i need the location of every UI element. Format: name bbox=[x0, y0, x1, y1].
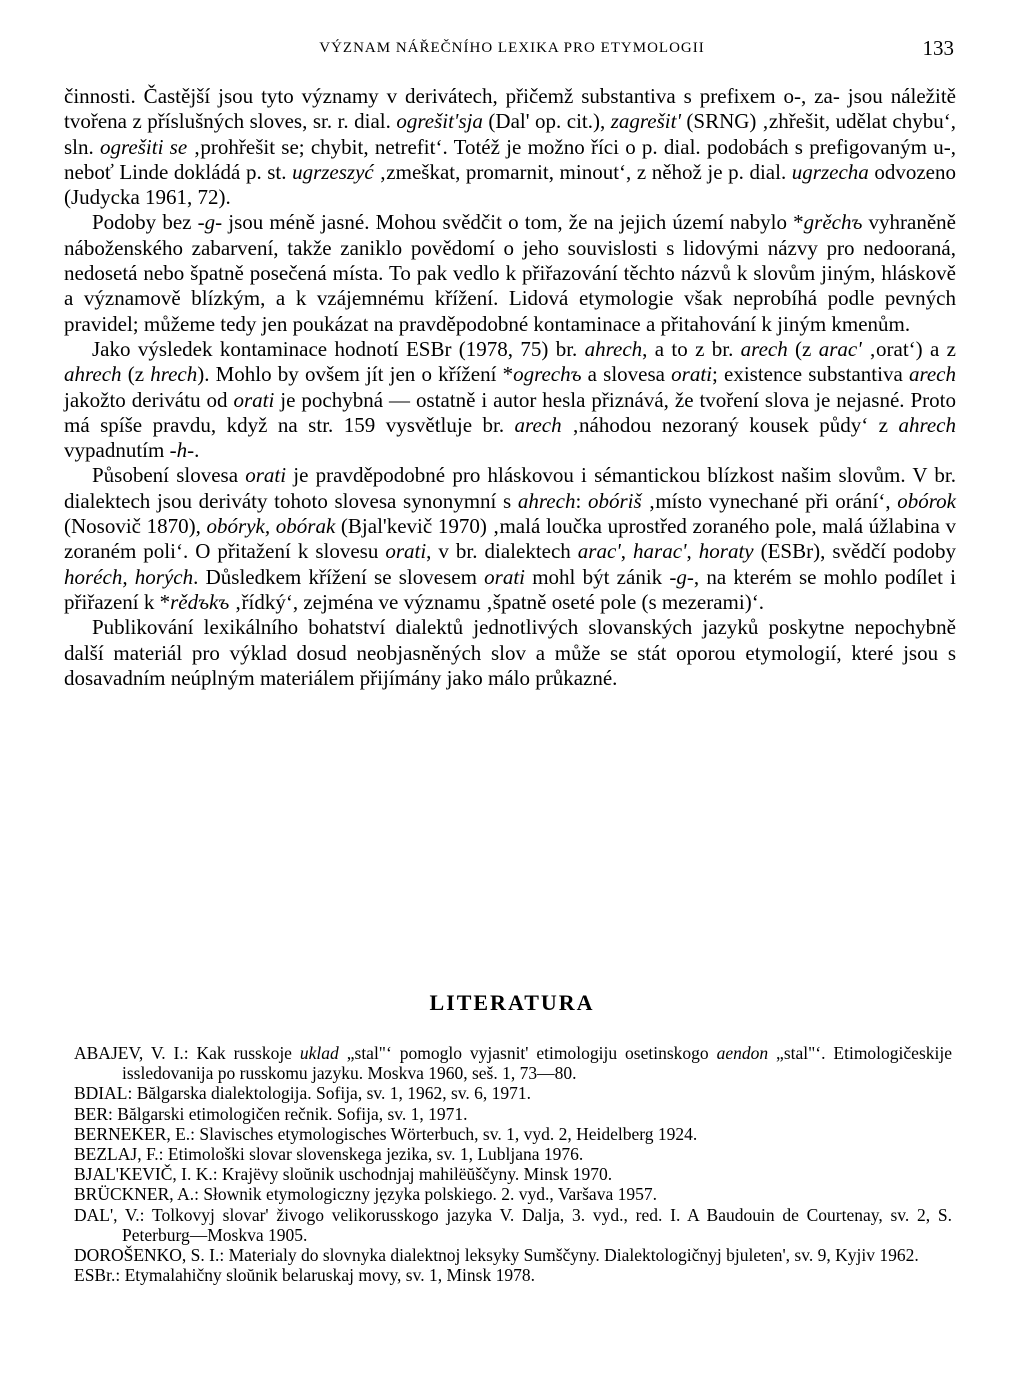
reference-list bbox=[74, 1043, 952, 1285]
reference-bruckner: BRÜCKNER, A.: Słownik etymologiczny języka polskiego. 2. vyd., Varšava 1957. bbox=[74, 1184, 657, 1205]
paragraph-1: činnosti. Častější jsou tyto významy v derivátech, přičemž substantiva s prefixem o-, za- jsou náležitě tvořena z příslušných sloves, sr. r. dial. ogrešit'sja (Dal' op. cit.), zagrešit' (SRNG) ‚zhřešit, udělat chybu‘, sln. ogrešiti se ‚prohřešit se; chybit, netrefit‘. Totéž je možno říci o p. dial. podobách s prefigovaným u-, neboť Linde dokládá p. st. ugrzeszyć ‚zmeškat, promarnit, minout‘, z něhož je p. dial. ugrzecha odvozeno (Judycka 1961, 72). bbox=[64, 84, 957, 210]
reference-dal: DAL', V.: Tolkovyj slovar' živogo velikorusskogo jazyka V. Dalja, 3. vyd., red. I. A Baudouin de Courtenay, sv. 2, S. Peterburg—Moskva 1905. bbox=[74, 1204, 952, 1245]
paragraph-3: Jako výsledek kontaminace hodnotí ESBr (1978, 75) br. ahrech, a to z br. arech (z arac' ‚orat‘) a z ahrech (z hrech). Mohlo by ovšem jít jen o křížení *ogrechъ a slovesa orati; existence substantiva arech jakožto derivátu od orati je pochybná — ostatně i autor hesla přiznává, že tvoření slova je nejasné. Proto má spíše pravdu, když na str. 159 vysvětluje br. arech ‚náhodou nezoraný kousek půdy‘ z ahrech vypadnutím -h-. bbox=[64, 336, 957, 463]
reference-abajev: ABAJEV, V. I.: Kak russkoje uklad „stal"‘ pomoglo vyjasnit' etimologiju osetinskogo aendon „stal"‘. Etimologičeskije issledovanija po russkomu jazyku. Moskva 1960, seš. 1, 73—80. bbox=[74, 1043, 952, 1084]
literature-heading: LITERATURA bbox=[429, 990, 595, 1015]
running-title: VÝZNAM NÁŘEČNÍHO LEXIKA PRO ETYMOLOGII bbox=[319, 40, 705, 56]
body-text bbox=[64, 84, 956, 691]
reference-berneker: BERNEKER, E.: Slavisches etymologisches Wörterbuch, sv. 1, vyd. 2, Heidelberg 1924. bbox=[74, 1123, 698, 1144]
reference-esbr: ESBr.: Etymalahičny sloŭnik belaruskaj movy, sv. 1, Minsk 1978. bbox=[74, 1265, 535, 1286]
reference-bdial: BDIAL: Bălgarska dialektologija. Sofija, sv. 1, 1962, sv. 6, 1971. bbox=[74, 1083, 532, 1104]
reference-bjalkevic: BJAL'KEVIČ, I. K.: Krajëvy sloŭnik uschodnjaj mahilëŭščyny. Minsk 1970. bbox=[74, 1164, 613, 1185]
reference-bezlaj: BEZLAJ, F.: Etimološki slovar slovenskega jezika, sv. 1, Lubljana 1976. bbox=[74, 1144, 584, 1165]
paragraph-2: Podoby bez -g- jsou méně jasné. Mohou svědčit o tom, že na jejich území nabylo *grěchъ vyhraněně náboženského zabarvení, takže zaniklo povědomí o jeho souvislosti s lidovými názvy pro nedooraná, nedosetá nebo špatně posečená místa. To pak vedlo k přiřazování těchto názvů k slovům jiným, hláskově a významově blízkým, a k vzájemnému křížení. Lidová etymologie však neprobíhá podle pevných pravidel; můžeme tedy jen poukázat na pravděpodobné kontaminace a přitahování k jiným kmenům. bbox=[64, 210, 956, 336]
running-head bbox=[70, 36, 954, 66]
paragraph-5: Publikování lexikálního bohatství dialektů jednotlivých slovanských jazyků poskytne nepochybně další materiál pro výklad dosud neobjasněných slov a může se stát oporou etymologií, které jsou s dosavadním neúplným materiálem přijímány jako málo průkazné. bbox=[64, 615, 956, 690]
page-number: 133 bbox=[922, 36, 954, 60]
reference-dorosenko: DOROŠENKO, S. I.: Materialy do slovnyka dialektnoj leksyky Sumščyny. Dialektologičnyj bjuleten', sv. 9, Kyjiv 1962. bbox=[74, 1245, 919, 1266]
paragraph-4: Působení slovesa orati je pravděpodobné pro hláskovou i sémantickou blízkost našim slovům. V br. dialektech jsou deriváty tohoto slovesa synonymní s ahrech: obóriš ‚místo vynechané při orání‘, obórok (Nosovič 1870), obóryk, obórak (Bjal'kevič 1970) ‚malá loučka uprostřed zoraného pole, malá úžlabina v zoraném poli‘. O přitažení k slovesu orati, v br. dialektech arac', harac', horaty (ESBr), svědčí podoby horéch, horých. Důsledkem křížení se slovesem orati mohl být zánik -g-, na kterém se mohlo podílet i přiřazení k *rědъkъ ‚řídký‘, zejména ve významu ‚špatně oseté pole (s mezerami)‘. bbox=[64, 463, 957, 614]
reference-ber: BER: Bălgarski etimologičen rečnik. Sofija, sv. 1, 1971. bbox=[74, 1103, 468, 1124]
